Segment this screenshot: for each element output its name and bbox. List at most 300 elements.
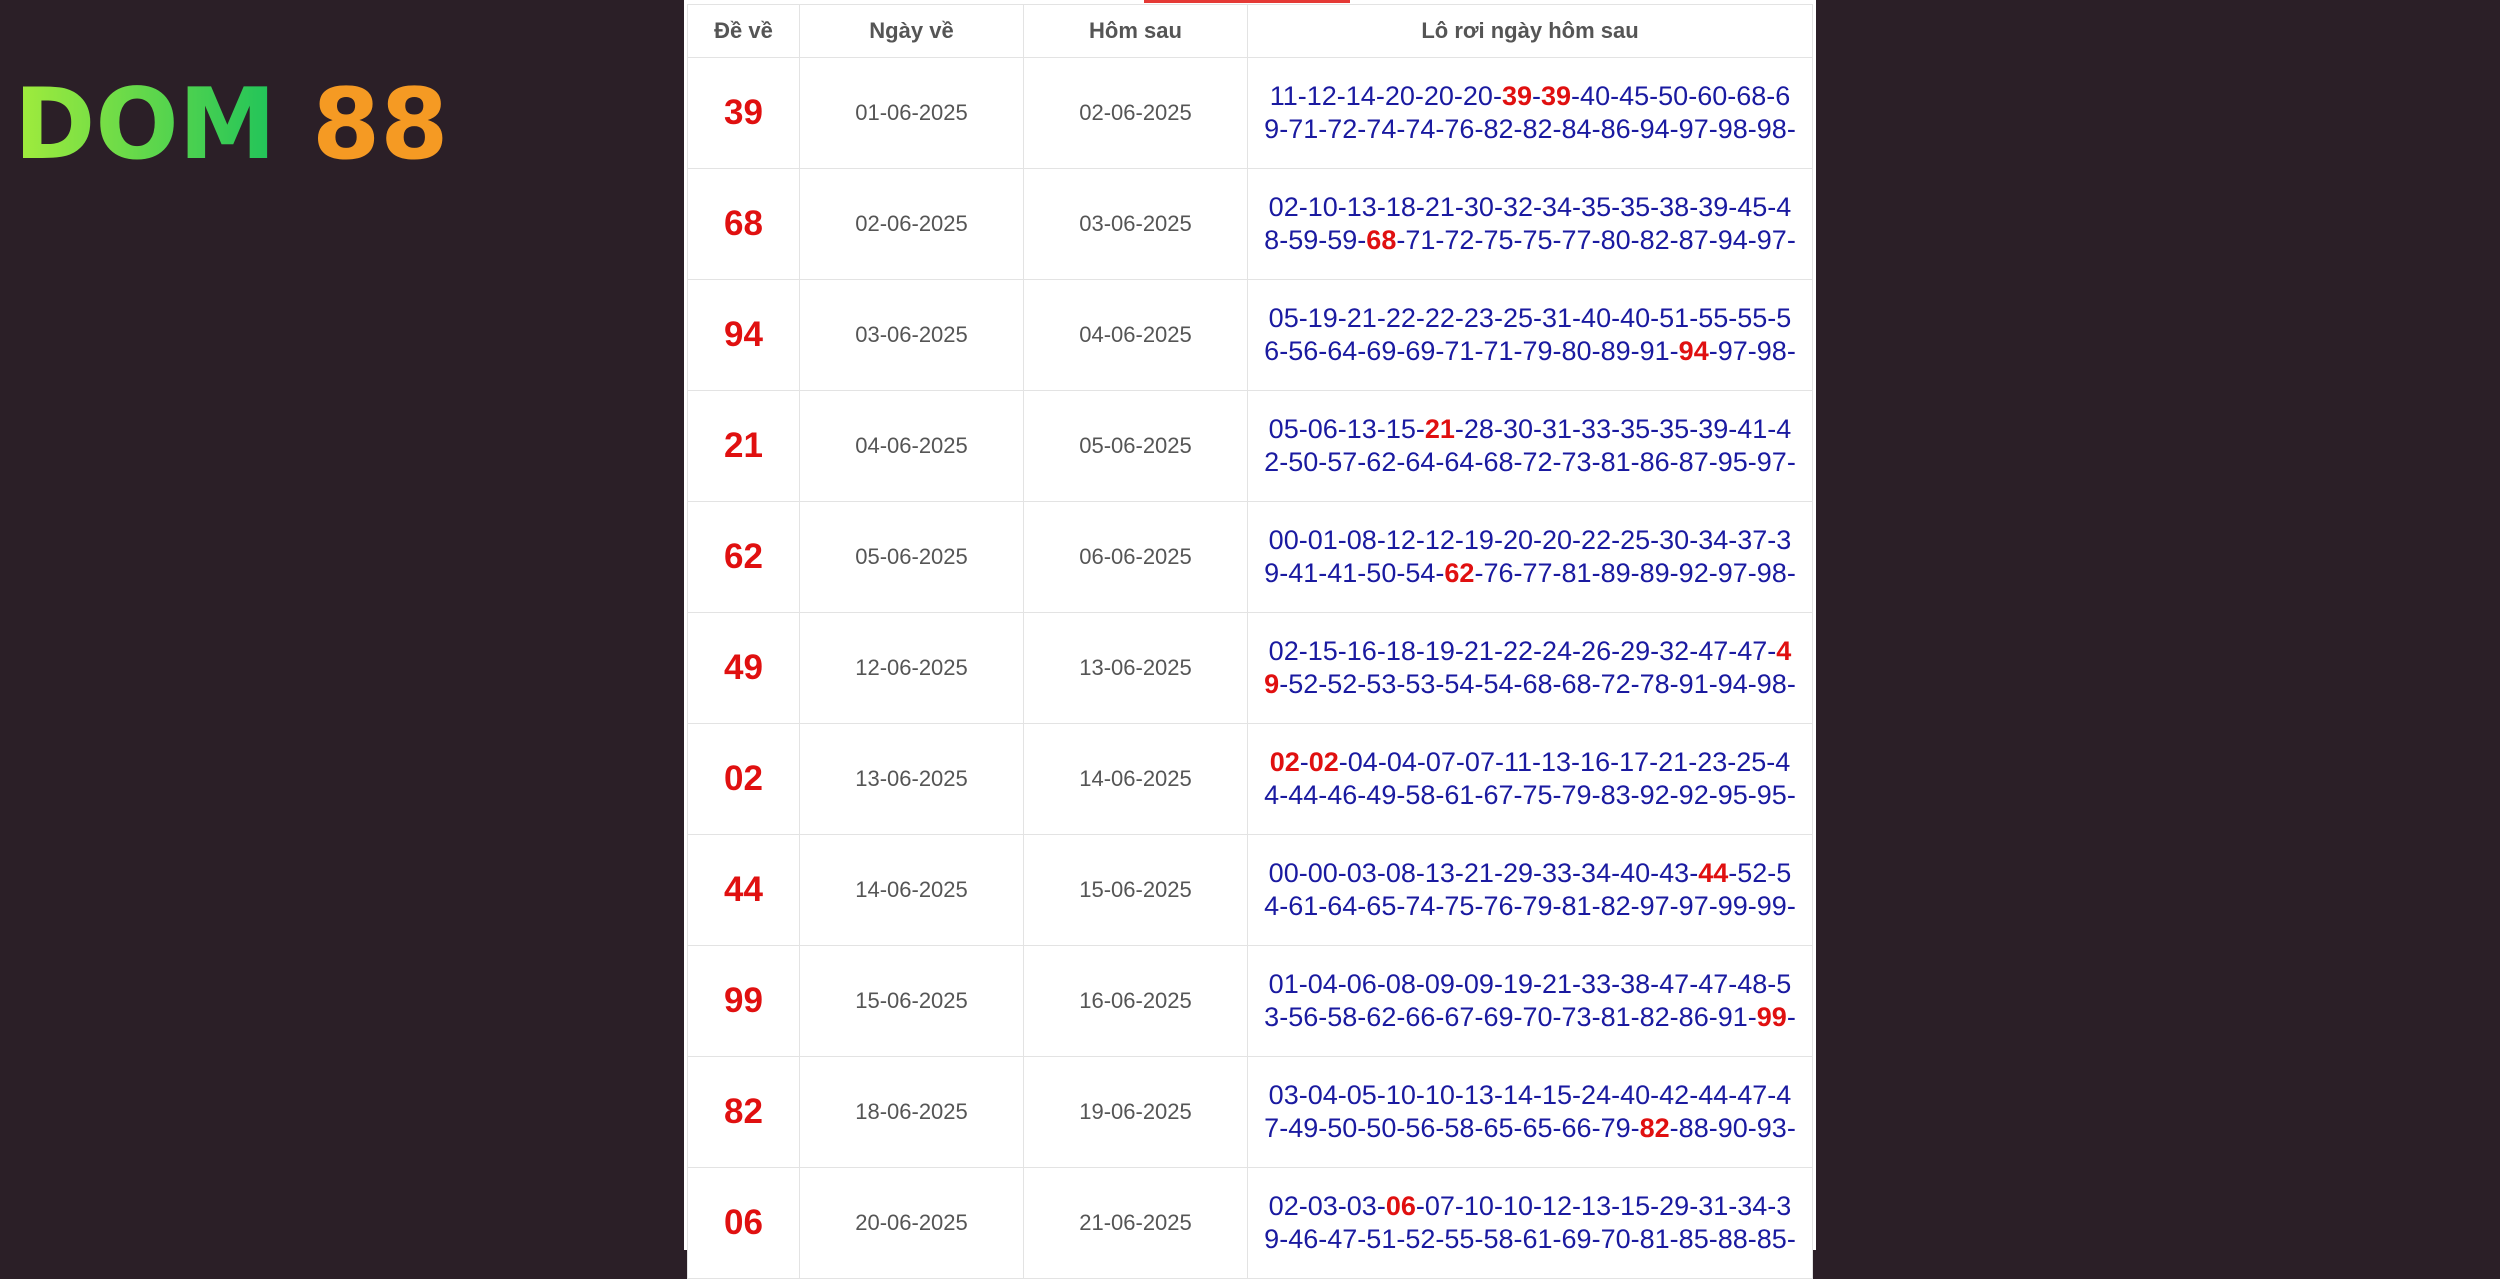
lo-number: 76 [1444, 114, 1475, 144]
lo-number: 08 [1385, 969, 1416, 999]
lo-roi-list: 00-01-08-12-12-19-20-20-22-25-30-34-37-39-41-41-50-54-62-76-77-81-89-89-92-97-98- [1248, 502, 1813, 613]
lo-number: 52 [1288, 669, 1319, 699]
lo-number: 10 [1502, 1191, 1533, 1221]
de-ve-value: 62 [688, 502, 800, 613]
lo-number: 35 [1620, 192, 1651, 222]
lo-number: 65 [1522, 1113, 1553, 1143]
lo-number: 15 [1307, 636, 1338, 666]
lo-number: 79 [1561, 780, 1592, 810]
lo-number: 39 [1501, 81, 1532, 111]
lo-number: 99 [1717, 891, 1748, 921]
ngay-ve-date: 12-06-2025 [800, 613, 1024, 724]
lo-number: 44 [1698, 858, 1729, 888]
lo-number: 30 [1463, 192, 1494, 222]
lo-number: 64 [1327, 891, 1358, 921]
lo-number: 20 [1542, 525, 1573, 555]
lo-number: 18 [1385, 192, 1416, 222]
lo-number: 64 [1327, 336, 1358, 366]
lo-number: 81 [1561, 558, 1592, 588]
lo-number: 15 [1620, 1191, 1651, 1221]
lo-number: 09 [1463, 969, 1494, 999]
lo-number: 74 [1405, 891, 1436, 921]
lo-number: 58 [1405, 780, 1436, 810]
lo-number: 49 [1264, 636, 1792, 699]
hom-sau-date: 06-06-2025 [1024, 502, 1248, 613]
de-ve-value: 49 [688, 613, 800, 724]
lo-number: 08 [1346, 525, 1377, 555]
lo-number: 52 [1737, 858, 1768, 888]
table-row [688, 724, 1813, 835]
ngay-ve-date: 03-06-2025 [800, 280, 1024, 391]
de-ve-value: 68 [688, 169, 800, 280]
lo-number: 65 [1483, 1113, 1514, 1143]
lo-number: 25 [1736, 747, 1767, 777]
lo-number: 20 [1423, 81, 1454, 111]
lo-number: 47 [1659, 969, 1690, 999]
lo-number: 17 [1619, 747, 1650, 777]
de-ve-value: 99 [688, 946, 800, 1057]
lo-number: 34 [1737, 1191, 1768, 1221]
ngay-ve-date: 05-06-2025 [800, 502, 1024, 613]
lo-number: 31 [1698, 1191, 1729, 1221]
lo-number: 86 [1600, 114, 1631, 144]
lo-number: 55 [1737, 303, 1768, 333]
lo-number: 61 [1444, 780, 1475, 810]
lo-number: 79 [1522, 891, 1553, 921]
lo-number: 47 [1737, 636, 1768, 666]
lo-number: 16 [1580, 747, 1611, 777]
lo-number: 02 [1268, 1191, 1299, 1221]
de-ve-value: 06 [688, 1168, 800, 1279]
lo-number: 16 [1346, 636, 1377, 666]
table-row [688, 613, 1813, 724]
lo-roi-list: 02-10-13-18-21-30-32-34-35-35-38-39-45-48-59-59-68-71-72-75-75-77-80-82-87-94-97- [1248, 169, 1813, 280]
lo-number: 54 [1264, 858, 1792, 921]
table-row [688, 502, 1813, 613]
lo-number: 97 [1639, 891, 1670, 921]
lo-number: 95 [1717, 780, 1748, 810]
lo-number: 94 [1678, 336, 1709, 366]
lo-number: 80 [1561, 336, 1592, 366]
lo-number: 40 [1620, 858, 1651, 888]
lo-number: 54 [1483, 669, 1514, 699]
lo-number: 20 [1384, 81, 1415, 111]
lo-number: 71 [1483, 336, 1514, 366]
lo-number: 51 [1366, 1224, 1397, 1254]
lo-number: 38 [1620, 969, 1651, 999]
logo-text-dom: DOM [14, 80, 277, 170]
lo-number: 97 [1756, 447, 1787, 477]
lo-number: 13 [1581, 1191, 1612, 1221]
lo-number: 68 [1736, 81, 1767, 111]
lo-number: 09 [1424, 969, 1455, 999]
de-ve-value: 82 [688, 1057, 800, 1168]
lo-number: 13 [1541, 747, 1572, 777]
lo-number: 44 [1288, 780, 1319, 810]
lo-number: 85 [1756, 1224, 1787, 1254]
lo-number: 34 [1542, 192, 1573, 222]
logo-text-88: 88 [312, 80, 449, 170]
lo-number: 12 [1424, 525, 1455, 555]
lo-number: 50 [1366, 1113, 1397, 1143]
lo-number: 22 [1581, 525, 1612, 555]
lo-number: 14 [1502, 1080, 1533, 1110]
lo-number: 21 [1424, 192, 1455, 222]
lo-number: 53 [1366, 669, 1397, 699]
lo-number: 68 [1522, 669, 1553, 699]
lo-number: 49 [1366, 780, 1397, 810]
lo-number: 21 [1424, 414, 1455, 444]
lo-number: 00 [1307, 858, 1338, 888]
lo-number: 41 [1327, 558, 1358, 588]
lo-number: 21 [1463, 858, 1494, 888]
lo-number: 39 [1698, 414, 1729, 444]
lo-number: 74 [1366, 114, 1397, 144]
lo-number: 23 [1697, 747, 1728, 777]
lo-number: 37 [1737, 525, 1768, 555]
lo-number: 13 [1346, 192, 1377, 222]
de-ve-value: 02 [688, 724, 800, 835]
lo-number: 57 [1327, 447, 1358, 477]
lo-number: 67 [1483, 780, 1514, 810]
lo-number: 33 [1581, 414, 1612, 444]
lo-number: 35 [1581, 192, 1612, 222]
lo-number: 13 [1424, 858, 1455, 888]
lo-number: 94 [1639, 114, 1670, 144]
lo-number: 10 [1424, 1080, 1455, 1110]
lo-number: 52 [1405, 1224, 1436, 1254]
lo-number: 06 [1385, 1191, 1416, 1221]
lo-number: 69 [1264, 81, 1791, 144]
lo-number: 89 [1600, 558, 1631, 588]
lo-number: 90 [1717, 1113, 1748, 1143]
lo-number: 70 [1600, 1224, 1631, 1254]
lo-number: 02 [1269, 747, 1300, 777]
lo-number: 01 [1268, 969, 1299, 999]
hom-sau-date: 13-06-2025 [1024, 613, 1248, 724]
ngay-ve-date: 15-06-2025 [800, 946, 1024, 1057]
lo-number: 19 [1424, 636, 1455, 666]
lo-number: 19 [1463, 525, 1494, 555]
lo-number: 56 [1405, 1113, 1436, 1143]
lo-number: 40 [1620, 303, 1651, 333]
lo-number: 81 [1639, 1224, 1670, 1254]
lo-number: 47 [1264, 1080, 1792, 1143]
table-row [688, 391, 1813, 502]
lo-number: 61 [1288, 891, 1319, 921]
lo-number: 14 [1345, 81, 1376, 111]
lo-number: 72 [1600, 669, 1631, 699]
lo-number: 80 [1600, 225, 1631, 255]
de-ve-value: 44 [688, 835, 800, 946]
lo-number: 94 [1717, 225, 1748, 255]
lo-number: 97 [1756, 225, 1787, 255]
lo-number: 77 [1522, 558, 1553, 588]
dom88-logo [14, 80, 454, 170]
lo-number: 82 [1522, 114, 1553, 144]
lo-number: 39 [1698, 192, 1729, 222]
hom-sau-date: 15-06-2025 [1024, 835, 1248, 946]
lo-number: 85 [1678, 1224, 1709, 1254]
lo-number: 58 [1327, 1002, 1358, 1032]
lo-number: 75 [1522, 780, 1553, 810]
lo-number: 77 [1561, 225, 1592, 255]
lo-number: 82 [1639, 225, 1670, 255]
lo-number: 91 [1678, 669, 1709, 699]
lo-number: 88 [1717, 1224, 1748, 1254]
lo-number: 50 [1288, 447, 1319, 477]
hom-sau-date: 14-06-2025 [1024, 724, 1248, 835]
lo-number: 15 [1542, 1080, 1573, 1110]
lo-number: 52 [1327, 669, 1358, 699]
lo-number: 41 [1288, 558, 1319, 588]
lo-number: 03 [1307, 1191, 1338, 1221]
lo-number: 01 [1307, 525, 1338, 555]
lo-number: 12 [1306, 81, 1337, 111]
lo-number: 97 [1717, 336, 1748, 366]
lo-number: 45 [1737, 192, 1768, 222]
lo-number: 51 [1659, 303, 1690, 333]
lo-number: 64 [1405, 447, 1436, 477]
lo-number: 31 [1542, 414, 1573, 444]
lo-number: 24 [1542, 636, 1573, 666]
lo-number: 81 [1561, 891, 1592, 921]
hom-sau-date: 04-06-2025 [1024, 280, 1248, 391]
lo-number: 88 [1678, 1113, 1709, 1143]
lo-number: 74 [1405, 114, 1436, 144]
lo-number: 50 [1366, 558, 1397, 588]
lo-number: 75 [1522, 225, 1553, 255]
ngay-ve-date: 18-06-2025 [800, 1057, 1024, 1168]
lo-number: 21 [1542, 969, 1573, 999]
lo-number: 46 [1327, 780, 1358, 810]
lo-number: 73 [1561, 1002, 1592, 1032]
lo-number: 56 [1288, 1002, 1319, 1032]
lo-number: 44 [1264, 747, 1791, 810]
lo-number: 43 [1659, 858, 1690, 888]
lo-number: 89 [1600, 336, 1631, 366]
lo-number: 98 [1756, 336, 1787, 366]
lo-number: 32 [1502, 192, 1533, 222]
lo-number: 61 [1522, 1224, 1553, 1254]
lo-number: 72 [1444, 225, 1475, 255]
table-row [688, 1168, 1813, 1279]
lo-number: 10 [1385, 1080, 1416, 1110]
lo-number: 42 [1659, 1080, 1690, 1110]
lo-number: 13 [1346, 414, 1377, 444]
lo-number: 06 [1307, 414, 1338, 444]
lo-number: 59 [1327, 225, 1358, 255]
hom-sau-date: 19-06-2025 [1024, 1057, 1248, 1168]
lo-number: 32 [1659, 636, 1690, 666]
table-row [688, 835, 1813, 946]
lo-roi-list: 05-06-13-15-21-28-30-31-33-35-35-39-41-42-50-57-62-64-64-68-72-73-81-86-87-95-97- [1248, 391, 1813, 502]
lo-number: 30 [1502, 414, 1533, 444]
lo-number: 47 [1698, 636, 1729, 666]
lo-number: 82 [1483, 114, 1514, 144]
lo-number: 03 [1346, 1191, 1377, 1221]
lo-number: 67 [1444, 1002, 1475, 1032]
lo-number: 06 [1346, 969, 1377, 999]
hom-sau-date: 02-06-2025 [1024, 58, 1248, 169]
lo-number: 73 [1561, 447, 1592, 477]
lo-number: 11 [1503, 747, 1532, 777]
lo-number: 56 [1288, 336, 1319, 366]
lo-roi-list: 02-15-16-18-19-21-22-24-26-29-32-47-47-49-52-52-53-53-54-54-68-68-72-78-91-94-98- [1248, 613, 1813, 724]
lo-number: 26 [1581, 636, 1612, 666]
lo-number: 69 [1561, 1224, 1592, 1254]
lo-number: 94 [1717, 669, 1748, 699]
lo-number: 40 [1581, 303, 1612, 333]
lo-number: 92 [1678, 780, 1709, 810]
lo-number: 68 [1366, 225, 1397, 255]
lo-number: 95 [1717, 447, 1748, 477]
lo-number: 23 [1463, 303, 1494, 333]
lo-number: 76 [1483, 558, 1514, 588]
lo-number: 21 [1658, 747, 1689, 777]
lo-number: 11 [1269, 81, 1298, 111]
lo-roi-list: 02-03-03-06-07-10-10-12-13-15-29-31-34-39-46-47-51-52-55-58-61-69-70-81-85-88-85- [1248, 1168, 1813, 1279]
de-ve-value: 39 [688, 58, 800, 169]
lo-number: 03 [1268, 1080, 1299, 1110]
lo-number: 05 [1268, 303, 1299, 333]
lo-number: 62 [1366, 1002, 1397, 1032]
lo-number: 69 [1366, 336, 1397, 366]
lo-number: 40 [1580, 81, 1611, 111]
lo-number: 82 [1639, 1002, 1670, 1032]
lo-roi-list: 03-04-05-10-10-13-14-15-24-40-42-44-47-47-49-50-50-56-58-65-65-66-79-82-88-90-93- [1248, 1057, 1813, 1168]
lo-number: 65 [1366, 891, 1397, 921]
lo-number: 93 [1756, 1113, 1787, 1143]
lo-number: 33 [1542, 858, 1573, 888]
lo-number: 64 [1444, 447, 1475, 477]
lo-number: 28 [1463, 414, 1494, 444]
hom-sau-date: 16-06-2025 [1024, 946, 1248, 1057]
lo-number: 78 [1639, 669, 1670, 699]
lo-roi-list: 01-04-06-08-09-09-19-21-33-38-47-47-48-53-56-58-62-66-67-69-70-73-81-82-86-91-99- [1248, 946, 1813, 1057]
lo-roi-list: 11-12-14-20-20-20-39-39-40-45-50-60-68-69-71-72-74-74-76-82-82-84-86-94-97-98-98- [1248, 58, 1813, 169]
lo-roi-list: 00-00-03-08-13-21-29-33-34-40-43-44-52-54-61-64-65-74-75-76-79-81-82-97-97-99-99- [1248, 835, 1813, 946]
lo-number: 82 [1600, 891, 1631, 921]
lo-number: 56 [1264, 303, 1792, 366]
lo-number: 58 [1483, 1224, 1514, 1254]
lo-number: 07 [1424, 1191, 1455, 1221]
de-ve-value: 94 [688, 280, 800, 391]
lo-number: 05 [1268, 414, 1299, 444]
lo-number: 35 [1659, 414, 1690, 444]
hom-sau-date: 03-06-2025 [1024, 169, 1248, 280]
lo-number: 10 [1307, 192, 1338, 222]
lo-number: 22 [1385, 303, 1416, 333]
lo-number: 07 [1425, 747, 1456, 777]
lo-number: 25 [1620, 525, 1651, 555]
lo-number: 39 [1541, 81, 1572, 111]
lo-number: 04 [1307, 969, 1338, 999]
table-row [688, 1057, 1813, 1168]
lo-number: 48 [1737, 969, 1768, 999]
lo-number: 04 [1347, 747, 1378, 777]
ngay-ve-date: 14-06-2025 [800, 835, 1024, 946]
lo-number: 97 [1678, 114, 1709, 144]
lo-number: 38 [1659, 192, 1690, 222]
lo-number: 03 [1346, 858, 1377, 888]
lo-number: 29 [1620, 636, 1651, 666]
lo-number: 62 [1366, 447, 1397, 477]
lo-number: 12 [1385, 525, 1416, 555]
lo-number: 48 [1264, 192, 1792, 255]
header-hom-sau: Hôm sau [1024, 5, 1248, 58]
lo-number: 72 [1522, 447, 1553, 477]
lo-number: 18 [1385, 636, 1416, 666]
lo-number: 79 [1522, 336, 1553, 366]
lo-number: 21 [1346, 303, 1377, 333]
lo-number: 54 [1405, 558, 1436, 588]
table-row [688, 169, 1813, 280]
lo-number: 84 [1561, 114, 1592, 144]
lo-number: 07 [1464, 747, 1495, 777]
lo-number: 92 [1639, 780, 1670, 810]
lo-number: 22 [1424, 303, 1455, 333]
lo-number: 81 [1600, 1002, 1631, 1032]
ngay-ve-date: 01-06-2025 [800, 58, 1024, 169]
lo-number: 70 [1522, 1002, 1553, 1032]
ngay-ve-date: 02-06-2025 [800, 169, 1024, 280]
lo-number: 55 [1444, 1224, 1475, 1254]
hom-sau-date: 05-06-2025 [1024, 391, 1248, 502]
lo-number: 76 [1483, 891, 1514, 921]
lo-number: 98 [1756, 669, 1787, 699]
lo-number: 25 [1502, 303, 1533, 333]
hom-sau-date: 21-06-2025 [1024, 1168, 1248, 1279]
lo-number: 75 [1444, 891, 1475, 921]
lo-number: 82 [1639, 1113, 1670, 1143]
lo-number: 91 [1639, 336, 1670, 366]
lo-number: 83 [1600, 780, 1631, 810]
table-row [688, 280, 1813, 391]
lo-number: 19 [1502, 969, 1533, 999]
lo-number: 68 [1483, 447, 1514, 477]
lo-number: 13 [1463, 1080, 1494, 1110]
lo-number: 02 [1308, 747, 1339, 777]
lo-number: 49 [1288, 1113, 1319, 1143]
lo-number: 71 [1444, 336, 1475, 366]
lo-number: 60 [1697, 81, 1728, 111]
lo-number: 35 [1620, 414, 1651, 444]
lo-roi-list: 05-19-21-22-22-23-25-31-40-40-51-55-55-56-56-64-69-69-71-71-79-80-89-91-94-97-98- [1248, 280, 1813, 391]
lo-number: 21 [1463, 636, 1494, 666]
lo-number: 20 [1502, 525, 1533, 555]
lo-number: 19 [1307, 303, 1338, 333]
lo-number: 04 [1386, 747, 1417, 777]
lo-number: 86 [1639, 447, 1670, 477]
lo-number: 30 [1659, 525, 1690, 555]
lo-number: 45 [1619, 81, 1650, 111]
table-header-row [688, 5, 1813, 58]
lo-number: 50 [1658, 81, 1689, 111]
lo-number: 86 [1678, 1002, 1709, 1032]
lo-number: 87 [1678, 225, 1709, 255]
lo-number: 99 [1756, 1002, 1787, 1032]
lo-number: 97 [1717, 558, 1748, 588]
lo-number: 72 [1327, 114, 1358, 144]
lo-number: 99 [1756, 891, 1787, 921]
ngay-ve-date: 04-06-2025 [800, 391, 1024, 502]
lo-number: 31 [1542, 303, 1573, 333]
lo-number: 02 [1268, 636, 1299, 666]
active-tab-indicator [1144, 0, 1350, 3]
lo-number: 81 [1600, 447, 1631, 477]
lo-number: 62 [1444, 558, 1475, 588]
